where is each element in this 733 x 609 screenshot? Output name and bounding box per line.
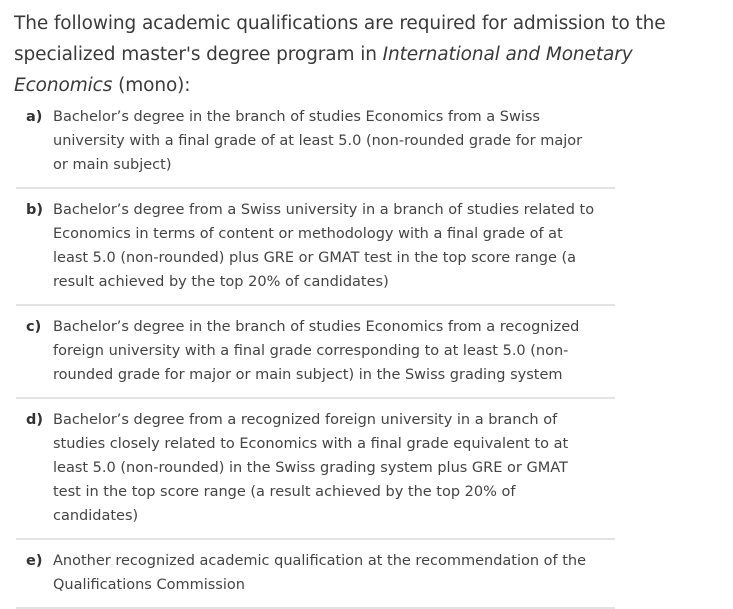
program-name: International and Monetary Economics bbox=[14, 44, 633, 96]
intro-text-after: (mono): bbox=[112, 75, 191, 96]
requirement-item-d bbox=[16, 399, 615, 540]
requirements-list bbox=[16, 96, 615, 609]
requirement-marker: a) bbox=[26, 109, 43, 125]
requirement-marker: e) bbox=[26, 553, 43, 569]
requirement-item-a bbox=[16, 96, 615, 189]
requirement-marker: b) bbox=[26, 202, 44, 218]
requirement-marker: d) bbox=[26, 412, 44, 428]
requirement-text: Bachelor’s degree from a recognized foreign university in a branch of studies closely related to Economics with a final grade equivalent to at least 5.0 (non-rounded) in the Swiss grading system plus GRE or GMAT test in the top score range (a result achieved by the top 20% of candidates) bbox=[53, 412, 569, 524]
requirement-text: Bachelor’s degree in the branch of studies Economics from a Swiss university with a final grade of at least 5.0 (non-rounded grade for major or main subject) bbox=[53, 109, 583, 173]
requirement-text: Bachelor’s degree from a Swiss university in a branch of studies related to Economics in terms of content or methodology with a final grade of at least 5.0 (non-rounded) plus GRE or GMAT test in the top score range (a result achieved by the top 20% of candidates) bbox=[53, 202, 595, 290]
requirement-item-b bbox=[16, 189, 615, 306]
requirement-item-c bbox=[16, 306, 615, 399]
requirement-text: Bachelor’s degree in the branch of studies Economics from a recognized foreign university with a final grade corresponding to at least 5.0 (non-rounded grade for major or main subject) in the Swiss grading system bbox=[53, 319, 580, 383]
intro-text-before: The following academic qualifications are required for admission to the specialized master's degree program in bbox=[14, 13, 666, 65]
requirement-text: Another recognized academic qualification at the recommendation of the Qualifications Commission bbox=[53, 553, 587, 593]
requirement-marker: c) bbox=[26, 319, 42, 335]
requirement-item-e bbox=[16, 540, 615, 609]
intro-paragraph bbox=[14, 8, 729, 101]
